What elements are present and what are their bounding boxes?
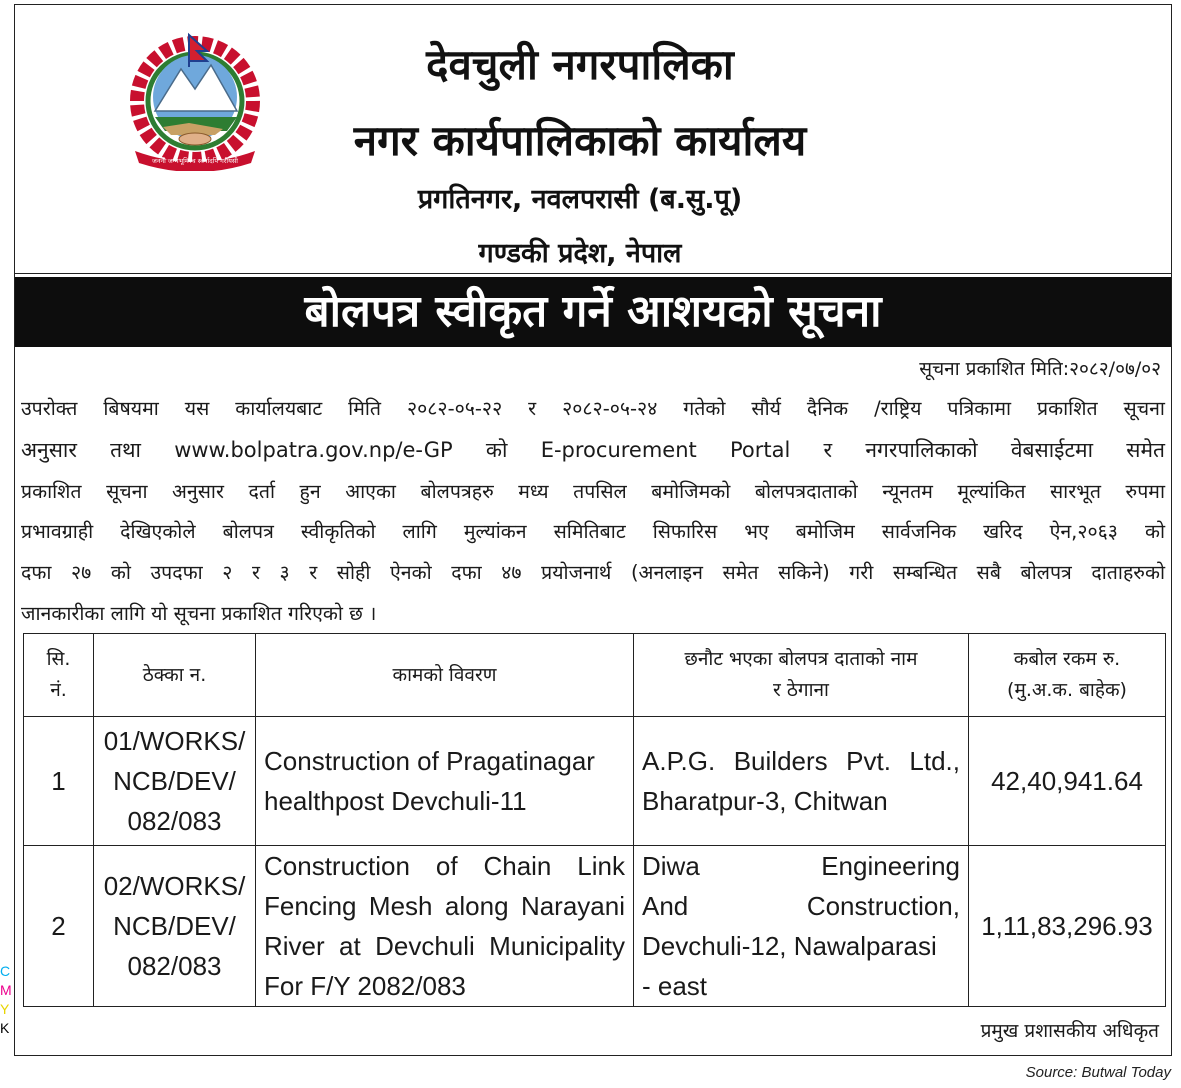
cell-sn: 1 — [24, 717, 94, 846]
emblem-motto: जननी जन्मभूमिश्च स्वर्गादपि गरीयसी — [152, 157, 238, 165]
bid-table — [23, 633, 1166, 1007]
notice-frame — [14, 4, 1172, 1056]
cell-description: Construction of Pragatinagar healthpost Devchuli-11 — [256, 717, 634, 846]
cell-amount: 42,40,941.64 — [969, 717, 1166, 846]
body-line: प्रकाशित सूचना अनुसार दर्ता हुन आएका बोलपत्रहरु मध्य तपसिल बमोजिमको बोलपत्रदाताको न्यूनतम मूल्यांकित सारभूत रुपमा — [21, 480, 1165, 503]
header — [15, 5, 1171, 274]
table-row — [24, 846, 1166, 1007]
cell-contract-no: 01/WORKS/ NCB/DEV/ 082/083 — [94, 717, 256, 846]
print-mark-c: C — [0, 963, 11, 979]
col-header-description: कामको विवरण — [256, 634, 634, 717]
office-name: नगर कार्यपालिकाको कार्यालय — [353, 116, 807, 165]
body-line: उपरोक्त बिषयमा यस कार्यालयबाट मिति २०८२-०५-२२ र २०८२-०५-२४ गतेको सौर्य दैनिक /राष्ट्रिय पत्रिकामा प्रकाशित सूचना — [21, 397, 1165, 420]
cell-sn: 2 — [24, 846, 94, 1007]
print-mark-y: Y — [0, 1001, 10, 1017]
table-row — [24, 717, 1166, 846]
col-header-sn: सि. नं. — [24, 634, 94, 717]
notice-heading: बोलपत्र स्वीकृत गर्ने आशयको सूचना — [15, 277, 1171, 347]
province-country: गण्डकी प्रदेश, नेपाल — [478, 238, 682, 269]
body-line: प्रभावग्राही देखिएकोले बोलपत्र स्वीकृतिको लागि मुल्यांकन समितिबाट सिफारिस भए बमोजिम सार्वजनिक खरिद ऐन,२०६३ को — [21, 520, 1165, 543]
cell-bidder: Diwa Engineering And Construction, Devchuli-12, Nawalparasi - east — [634, 846, 969, 1007]
office-address: प्रगतिनगर, नवलपरासी (ब.सु.पू) — [417, 184, 743, 215]
body-line: दफा २७ को उपदफा २ र ३ र सोही ऐनको दफा ४७ प्रयोजनार्थ (अनलाइन समेत सकिने) गरी सम्बन्धित सबै बोलपत्र दाताहरुको — [21, 561, 1165, 584]
col-header-contract-no: ठेक्का न. — [94, 634, 256, 717]
cell-amount: 1,11,83,296.93 — [969, 846, 1166, 1007]
municipality-name: देवचुली नगरपालिका — [426, 40, 734, 89]
col-header-bidder: छनौट भएका बोलपत्र दाताको नाम र ठेगाना — [634, 634, 969, 717]
cell-contract-no: 02/WORKS/ NCB/DEV/ 082/083 — [94, 846, 256, 1007]
published-date: सूचना प्रकाशित मिति:२०८२/०७/०२ — [919, 358, 1161, 380]
print-mark-m: M — [0, 982, 12, 998]
body-line: अनुसार तथा www.bolpatra.gov.np/e-GP को E-procurement Portal र नगरपालिकाको वेबसाईटमा समेत — [21, 438, 1165, 462]
nepal-emblem-icon — [119, 31, 271, 171]
cell-bidder: A.P.G. Builders Pvt. Ltd., Bharatpur-3, Chitwan — [634, 717, 969, 846]
cell-description: Construction of Chain Link Fencing Mesh along Narayani River at Devchuli Municipality For F/Y 2082/083 — [256, 846, 634, 1007]
col-header-amount: कबोल रकम रु. (मु.अ.क. बाहेक) — [969, 634, 1166, 717]
signatory-title: प्रमुख प्रशासकीय अधिकृत — [980, 1020, 1159, 1042]
table-header-row — [24, 634, 1166, 717]
print-mark-k: K — [0, 1020, 10, 1036]
print-color-marks — [0, 962, 12, 1038]
source-credit: Source: Butwal Today — [1025, 1064, 1171, 1081]
body-line: जानकारीका लागि यो सूचना प्रकाशित गरिएको छ । — [21, 602, 377, 625]
